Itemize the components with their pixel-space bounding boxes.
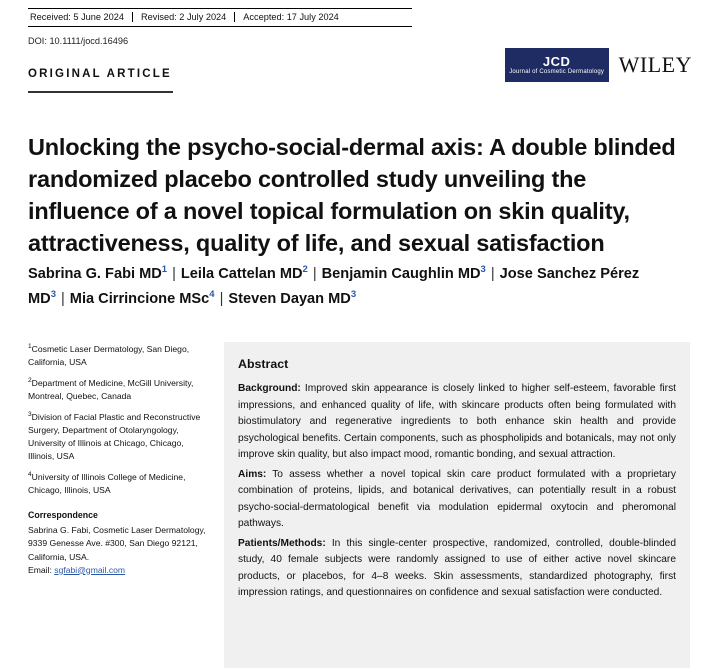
author-separator: |: [61, 291, 65, 308]
author-separator: |: [219, 291, 224, 308]
affiliation-text: Department of Medicine, McGill University, Montreal, Quebec, Canada: [28, 377, 194, 401]
email-address[interactable]: sgfabi@gmail.com: [54, 564, 126, 575]
abstract-section-text: Improved skin appearance is closely linked to higher self-esteem, favorable first impressions, and enhanced quality of life, with skincare products often being formulated with biostimulatory and regenerative ingredients to both enhance skin health and provide psychological benefits. Certain components, such as phospholipids and botanicals, may not only improve skin quality, but also impact mood, romantic bonding, and sexual attraction.: [238, 383, 676, 461]
abstract-heading: Abstract: [238, 357, 289, 371]
abstract-section: [238, 381, 676, 464]
abstract-section: [238, 467, 676, 533]
affiliation-marker: 3: [28, 410, 32, 418]
affiliation-marker: 2: [28, 376, 32, 384]
abstract-section-label: Patients/Methods:: [238, 537, 326, 549]
revised-date: Revised: 2 July 2024: [140, 12, 227, 22]
affiliation-item: [28, 410, 210, 463]
page-title: Unlocking the psycho-social-dermal axis: A double blinded randomized placebo controlled study unveiling the influence of a novel topical formulation on skin quality, attractiveness, quality of life, and sexual satisfaction: [28, 133, 676, 256]
journal-logo-main: JCD: [542, 54, 571, 70]
affiliation-item: [28, 470, 210, 497]
author-name[interactable]: Steven Dayan MD: [228, 291, 351, 308]
author-list: [28, 262, 690, 312]
author-separator: |: [312, 266, 317, 282]
correspondence-address: Sabrina G. Fabi, Cosmetic Laser Dermatology, 9339 Genesse Ave. #300, San Diego 92121, California, USA.: [28, 525, 206, 562]
author-affiliation-marker: 1: [161, 264, 168, 276]
abstract-box: [224, 342, 690, 668]
received-date: Received: 5 June 2024: [30, 12, 124, 22]
author-affiliation-marker: 2: [302, 264, 308, 276]
article-type-rule: [28, 91, 173, 93]
logo-group: [505, 48, 692, 82]
author-name[interactable]: Mia Cirrincione MSc: [69, 291, 210, 308]
abstract-section-label: Background:: [238, 383, 301, 395]
correspondence-body: [28, 524, 210, 576]
publisher-logo: WILEY: [618, 52, 692, 77]
article-type-label: ORIGINAL ARTICLE: [28, 68, 172, 80]
journal-logo-sub: Journal of Cosmetic Dermatology: [509, 68, 605, 75]
doi-text[interactable]: DOI: 10.1111/jocd.16496: [28, 36, 129, 46]
affiliation-text: Cosmetic Laser Dermatology, San Diego, California, USA: [28, 343, 190, 367]
author-separator: |: [490, 266, 495, 282]
journal-logo: [505, 48, 609, 82]
affiliation-text: Division of Facial Plastic and Reconstructive Surgery, Department of Otolaryngology, University of Illinois at Chicago, Chicago, Illinois, USA: [28, 411, 201, 462]
author-affiliation-marker: 4: [209, 289, 215, 301]
affiliations-block: [28, 342, 210, 577]
affiliation-marker: 4: [28, 471, 32, 479]
author-name[interactable]: Benjamin Caughlin MD: [321, 266, 481, 282]
accepted-date: Accepted: 17 July 2024: [243, 12, 339, 22]
author-name[interactable]: Jose Sanchez Pérez MD: [28, 266, 640, 308]
author-affiliation-marker: 3: [480, 264, 486, 276]
author-affiliation-marker: 3: [350, 289, 357, 301]
affiliation-marker: 1: [28, 343, 32, 350]
abstract-section-text: In this single-center prospective, randomized, controlled, double-blinded study, 40 female subjects were randomly assigned to use of either active novel skincare products, or placebos, for 4–8 weeks. Skin assessments, standardized photography, first impression ratings, and questionnaires on confidence and sexual satisfaction were conducted.: [238, 537, 676, 599]
author-separator: |: [172, 266, 176, 282]
correspondence-heading: Correspondence: [28, 510, 98, 521]
abstract-section: [238, 536, 676, 602]
affiliation-text: University of Illinois College of Medicine, Chicago, Illinois, USA: [28, 471, 186, 495]
abstract-section-label: Aims:: [238, 468, 267, 480]
email-label: Email:: [28, 564, 52, 575]
abstract-sections: [238, 381, 676, 602]
author-name[interactable]: Leila Cattelan MD: [180, 266, 303, 282]
author-name[interactable]: Sabrina G. Fabi MD: [28, 266, 162, 282]
publication-dates-bar: [28, 8, 412, 27]
affiliation-items: [28, 342, 210, 497]
affiliation-item: [28, 342, 210, 369]
affiliation-item: [28, 376, 210, 403]
abstract-section-text: To assess whether a novel topical skin care product formulated with a proprietary combination of proteins, lipids, and botanical derivatives, can potentially result in a robust psycho-social-dermatological benefit via modulation epidermal oxytocin and pheromonal pathways.: [238, 468, 676, 530]
author-affiliation-marker: 3: [50, 289, 56, 301]
